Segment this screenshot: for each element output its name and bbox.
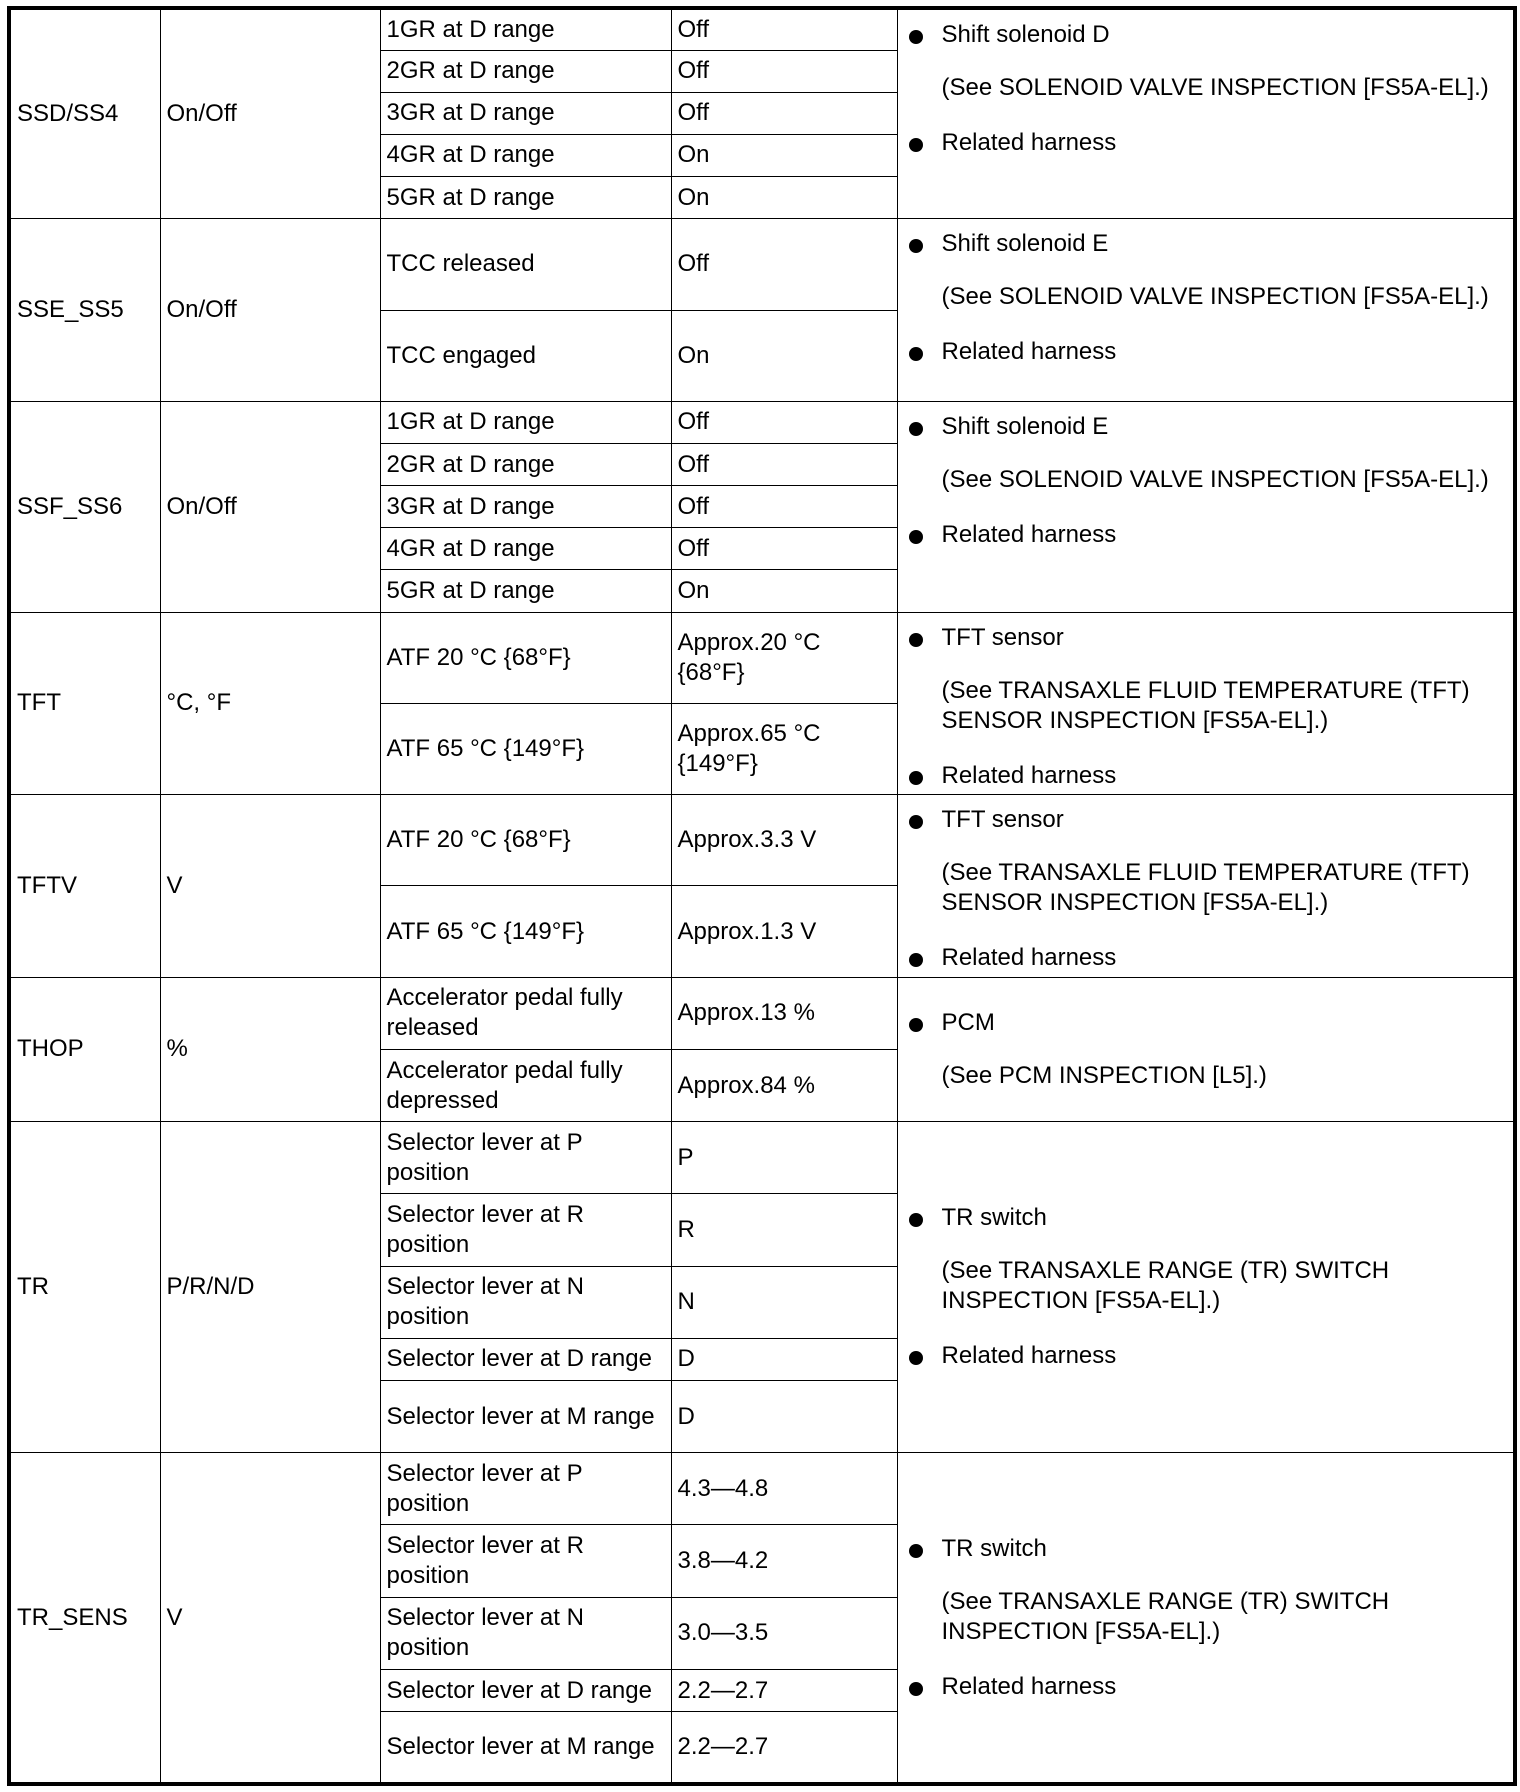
- reference-link[interactable]: (See TRANSAXLE RANGE (TR) SWITCH INSPECTION [FS5A-EL].): [941, 1257, 1390, 1315]
- pid-item: TFTV: [9, 795, 160, 978]
- reference-link[interactable]: (See PCM INSPECTION [L5].): [941, 1061, 1267, 1089]
- specification-cell: 3.0—3.5: [671, 1597, 897, 1669]
- pid-unit: On/Off: [160, 401, 380, 612]
- specification-cell: Approx.65 °C {149°F}: [671, 703, 897, 794]
- specification-cell: Off: [671, 92, 897, 134]
- specification-cell: Off: [671, 8, 897, 50]
- pid-item: TR_SENS: [9, 1453, 160, 1784]
- bullet-item: Shift solenoid E: [942, 229, 1502, 259]
- reference-link[interactable]: (See TRANSAXLE FLUID TEMPERATURE (TFT) SENSOR INSPECTION [FS5A-EL].): [941, 676, 1470, 734]
- specification-cell: On: [671, 310, 897, 401]
- pid-item: TR: [9, 1122, 160, 1453]
- condition-cell: 1GR at D range: [380, 401, 671, 443]
- condition-cell: 5GR at D range: [380, 570, 671, 612]
- condition-cell: 4GR at D range: [380, 134, 671, 176]
- condition-cell: Selector lever at P position: [380, 1453, 671, 1525]
- bullet-item: Related harness: [942, 1672, 1502, 1702]
- condition-cell: Selector lever at M range: [380, 1381, 671, 1453]
- bullet-item: Shift solenoid E: [942, 412, 1502, 442]
- specification-cell: Approx.13 %: [671, 977, 897, 1049]
- pid-item: THOP: [9, 977, 160, 1121]
- condition-cell: Accelerator pedal fully released: [380, 977, 671, 1049]
- specification-cell: N: [671, 1266, 897, 1338]
- specification-cell: 2.2—2.7: [671, 1712, 897, 1784]
- condition-cell: Selector lever at D range: [380, 1669, 671, 1711]
- pid-unit: On/Off: [160, 8, 380, 219]
- bullet-item: TR switch: [942, 1203, 1502, 1233]
- condition-cell: TCC engaged: [380, 310, 671, 401]
- specification-cell: 4.3—4.8: [671, 1453, 897, 1525]
- condition-cell: 3GR at D range: [380, 92, 671, 134]
- table-row: [9, 977, 1515, 1049]
- action-cell: [897, 977, 1515, 1121]
- specification-cell: R: [671, 1194, 897, 1266]
- specification-cell: Approx.84 %: [671, 1049, 897, 1121]
- condition-cell: Selector lever at N position: [380, 1266, 671, 1338]
- bullet-item: Related harness: [942, 520, 1502, 550]
- action-cell: [897, 401, 1515, 612]
- reference-link[interactable]: (See SOLENOID VALVE INSPECTION [FS5A-EL].): [941, 74, 1489, 101]
- condition-cell: 2GR at D range: [380, 50, 671, 92]
- condition-cell: ATF 65 °C {149°F}: [380, 703, 671, 794]
- bullet-item: Related harness: [942, 1341, 1502, 1371]
- bullet-item: Related harness: [942, 337, 1502, 367]
- pid-item: SSE_SS5: [9, 219, 160, 402]
- specification-cell: Approx.3.3 V: [671, 795, 897, 886]
- table-row: [9, 612, 1515, 703]
- condition-cell: 4GR at D range: [380, 528, 671, 570]
- bullet-item: PCM: [942, 1008, 1502, 1038]
- specification-cell: 3.8—4.2: [671, 1525, 897, 1597]
- pid-unit: V: [160, 1453, 380, 1784]
- condition-cell: ATF 20 °C {68°F}: [380, 795, 671, 886]
- specification-cell: On: [671, 177, 897, 219]
- bullet-item: TFT sensor: [942, 805, 1502, 835]
- pid-unit: %: [160, 977, 380, 1121]
- specification-cell: On: [671, 134, 897, 176]
- reference-link[interactable]: (See SOLENOID VALVE INSPECTION [FS5A-EL].): [941, 283, 1489, 311]
- specification-cell: On: [671, 570, 897, 612]
- action-cell: [897, 1122, 1515, 1453]
- table-row: [9, 1453, 1515, 1525]
- pid-item: SSF_SS6: [9, 401, 160, 612]
- condition-cell: Selector lever at R position: [380, 1525, 671, 1597]
- condition-cell: Selector lever at D range: [380, 1338, 671, 1380]
- specification-cell: 2.2—2.7: [671, 1669, 897, 1711]
- condition-cell: Selector lever at R position: [380, 1194, 671, 1266]
- condition-cell: 1GR at D range: [380, 8, 671, 50]
- condition-cell: Selector lever at N position: [380, 1597, 671, 1669]
- table-row: [9, 401, 1515, 443]
- condition-cell: ATF 20 °C {68°F}: [380, 612, 671, 703]
- pid-unit: V: [160, 795, 380, 978]
- reference-link[interactable]: (See TRANSAXLE RANGE (TR) SWITCH INSPECTION [FS5A-EL].): [941, 1587, 1390, 1645]
- pid-item: TFT: [9, 612, 160, 795]
- table-row: [9, 795, 1515, 886]
- bullet-item: Related harness: [942, 943, 1502, 973]
- condition-cell: Selector lever at P position: [380, 1122, 671, 1194]
- specification-cell: Off: [671, 401, 897, 443]
- action-cell: [897, 219, 1515, 402]
- condition-cell: Selector lever at M range: [380, 1712, 671, 1784]
- pid-unit: P/R/N/D: [160, 1122, 380, 1453]
- bullet-item: Related harness: [942, 761, 1502, 791]
- condition-cell: 2GR at D range: [380, 443, 671, 485]
- pid-item: SSD/SS4: [9, 8, 160, 219]
- table-row: [9, 219, 1515, 310]
- specification-cell: D: [671, 1381, 897, 1453]
- specification-cell: Off: [671, 219, 897, 310]
- action-cell: [897, 795, 1515, 978]
- bullet-item: TFT sensor: [942, 623, 1502, 653]
- pid-unit: On/Off: [160, 219, 380, 402]
- specification-cell: D: [671, 1338, 897, 1380]
- specification-cell: P: [671, 1122, 897, 1194]
- condition-cell: ATF 65 °C {149°F}: [380, 886, 671, 977]
- specification-cell: Approx.20 °C {68°F}: [671, 612, 897, 703]
- action-cell: [897, 8, 1515, 219]
- specification-cell: Off: [671, 486, 897, 528]
- bullet-item: Shift solenoid D: [942, 20, 1502, 50]
- condition-cell: TCC released: [380, 219, 671, 310]
- condition-cell: 3GR at D range: [380, 486, 671, 528]
- condition-cell: Accelerator pedal fully depressed: [380, 1049, 671, 1121]
- action-cell: [897, 1453, 1515, 1784]
- specification-cell: Off: [671, 50, 897, 92]
- pid-monitor-table: [7, 6, 1517, 1786]
- table-row: [9, 8, 1515, 50]
- table-row: [9, 1122, 1515, 1194]
- action-cell: [897, 612, 1515, 795]
- reference-link[interactable]: (See SOLENOID VALVE INSPECTION [FS5A-EL].): [941, 465, 1489, 493]
- bullet-item: Related harness: [942, 128, 1502, 158]
- specification-cell: Approx.1.3 V: [671, 886, 897, 977]
- bullet-item: TR switch: [942, 1534, 1502, 1564]
- pid-unit: °C, °F: [160, 612, 380, 795]
- reference-link[interactable]: (See TRANSAXLE FLUID TEMPERATURE (TFT) SENSOR INSPECTION [FS5A-EL].): [941, 859, 1470, 917]
- specification-cell: Off: [671, 528, 897, 570]
- condition-cell: 5GR at D range: [380, 177, 671, 219]
- specification-cell: Off: [671, 443, 897, 485]
